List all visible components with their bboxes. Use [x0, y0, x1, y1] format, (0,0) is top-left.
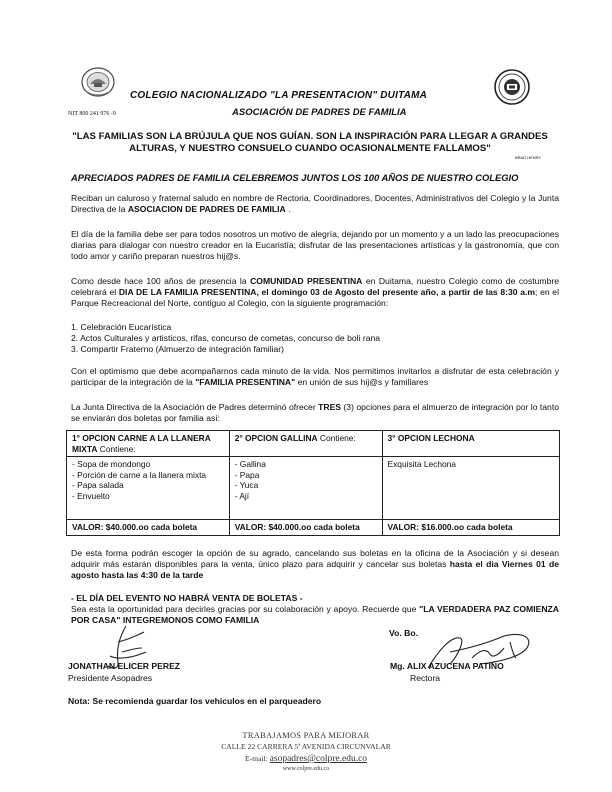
table-row — [67, 431, 560, 457]
options-intro-paragraph: La Junta Directiva de la Asociación de Padres determinó ofrecer TRES (3) opciones para el almuerzo de integración por lo tanto se enviarán dos boletas por familia así: — [71, 402, 559, 423]
association-name: ASOCIACIÓN DE PADRES DE FAMILIA — [232, 107, 407, 118]
option-header-gallina: 2° OPCION GALLINA Contiene: — [229, 431, 382, 457]
invitation-paragraph: Con el optimismo que debe acompañarnos cada minuto de la vida. Nos permitimos invitarlos a disfrutar de esta celebración y participar de la integración de la "FAMILIA PRESENTINA" en unión de sus hij@s y familiares — [71, 366, 559, 387]
nit-number: NIT 800 241 976 -9 — [68, 111, 116, 117]
program-item: 2. Actos Culturales y artisticos, rifas, concurso de cometas, concurso de boli rana — [71, 333, 381, 343]
list-item: - Papa — [234, 469, 260, 480]
option-header-carne: 1° OPCION CARNE A LA LLANERA MIXTA Contiene: — [67, 431, 230, 457]
table-row — [67, 457, 560, 520]
greeting-paragraph: Reciban un caluroso y fraternal saludo en nombre de Rectoria, Coordinadores, Docentes, Administrativos del Colegio y la Junta Directiva de la ASOCIACION DE PADRES DE FAMILIA . — [71, 193, 559, 214]
footer-email: E-mail: asopadres@colpre.edu.co — [244, 754, 368, 764]
list-item: - Sopa de mondongo — [72, 459, 151, 469]
payment-paragraph: De esta forma podrán escoger la opción de su agrado, cancelando sus boletas en la oficina de la Asociación y si desean adquirir más estarán disponibles para la venta, único plazo para adquirir y cancelar sus boletas hasta el dia Viernes 01 de agosto hasta las 4:30 de la tarde — [71, 548, 559, 580]
rector-name: Mg. ALIX AZUCENA PATIÑO — [390, 661, 504, 671]
list-item: - Gallina — [234, 459, 266, 469]
list-item: - Yuca — [234, 480, 259, 490]
school-crest-logo — [80, 66, 116, 98]
family-quote: "LAS FAMILIAS SON LA BRÚJULA QUE NOS GUÍAN. SON LA INSPIRACIÓN PARA LLEGAR A GRANDES ALTURAS, Y NUESTRO CONSUELO CUANDO OCASIONALMENTE FALLAMOS" — [72, 131, 548, 154]
letter-title: APRECIADOS PADRES DE FAMILIA CELEBREMOS JUNTOS LOS 100 AÑOS DE NUESTRO COLEGIO — [71, 172, 519, 183]
closing-paragraph: - EL DÍA DEL EVENTO NO HABRÁ VENTA DE BOLETAS - Sea esta la oportunidad para decirles gracias por su colaboración y apoyo. Recuerde que "LA VERDADERA PAZ COMIENZA POR CASA" INTEGREMONOS COMO FAMILIA — [71, 593, 559, 625]
school-name: COLEGIO NACIONALIZADO "LA PRESENTACION" DUITAMA — [130, 90, 428, 101]
list-item: - Papa salada — [72, 480, 124, 490]
option-price-carne: VALOR: $40.000.oo cada boleta — [67, 520, 230, 536]
option-price-lechona: VALOR: $16.000.oo cada boleta — [382, 520, 559, 536]
family-day-paragraph: El día de la familia debe ser para todos nosotros un motivo de alegría, dejando por un momento y a un lado las preocupaciones diarias para dialogar con nuestro creador en la Eucaristía; disfrutar de las presentaciones artísticas y la gastronomía, que con todo amor y cariño preparan nuestros hij@s. — [71, 229, 559, 261]
footer-address: CALLE 22 CARRERA 5ª AVENIDA CIRCUNVALAR — [221, 742, 391, 751]
vobo-label: Vo. Bo. — [389, 628, 418, 638]
event-details-paragraph: Como desde hace 100 años de presencia la COMUNIDAD PRESENTINA en Duitama, nuestro Colegio como de costumbre celebrará el DIA DE LA FAMILIA PRESENTINA, el domingo 03 de Agosto del presente año, a partir de las 8:30 a.m; en el Parque Recreacional del Norte, contiguo al Colegio, con la siguiente programación: — [71, 276, 559, 308]
email-link[interactable]: asopadres@colpre.edu.co — [269, 754, 368, 764]
option-items-lechona — [382, 457, 559, 520]
list-item: Exquisita Lechona — [387, 459, 456, 469]
option-items-carne — [67, 457, 230, 520]
lunch-options-table — [66, 430, 560, 536]
option-items-gallina — [229, 457, 382, 520]
program-item: 3. Compartir Fraterno (Almuerzo de integración familiar) — [71, 344, 285, 354]
rector-role: Rectora — [410, 673, 441, 683]
association-seal-logo — [492, 68, 532, 106]
parking-note: Nota: Se recomienda guardar los vehiculos en el parqueadero — [68, 696, 322, 706]
list-item: - Porción de carne a la llanera mixta — [72, 469, 207, 480]
list-item: - Ají — [234, 490, 250, 501]
president-name: JONATHAN ELICER PEREZ — [68, 661, 181, 671]
table-row — [67, 520, 560, 536]
list-item: - Envuelto — [72, 490, 110, 501]
president-role: Presidente Asopadres — [68, 673, 153, 683]
footer-slogan: TRABAJAMOS PARA MEJORAR — [242, 731, 370, 740]
program-list — [71, 322, 559, 355]
quote-author: BRAD HENRY — [515, 155, 542, 160]
option-header-lechona: 3° OPCION LECHONA — [382, 431, 559, 457]
program-item: 1. Celebración Eucarística — [71, 322, 172, 332]
option-price-gallina: VALOR: $40.000.oo cada boleta — [229, 520, 382, 536]
footer-website[interactable]: www.colpre.edu.co — [282, 766, 330, 772]
